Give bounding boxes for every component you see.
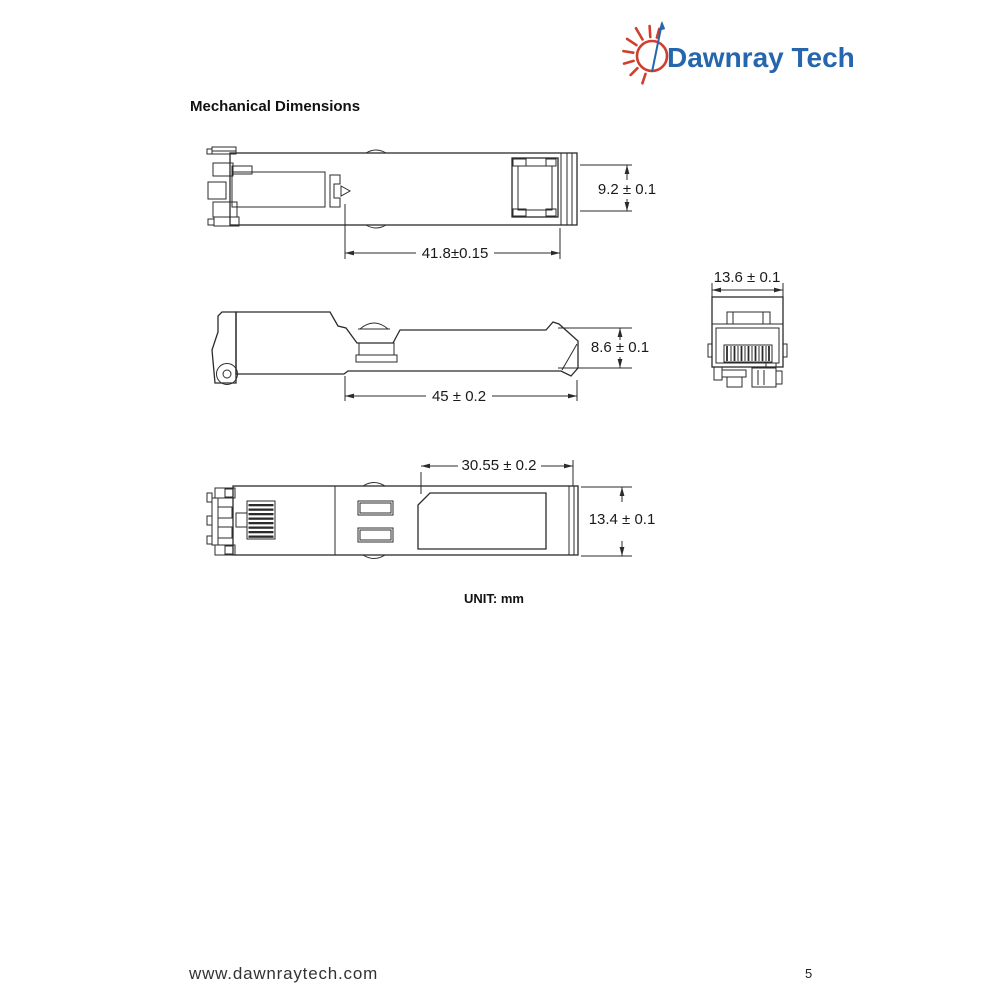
dim-top-length: 30.55 ± 0.2	[461, 457, 537, 474]
front-view-dimensions	[712, 269, 783, 298]
footer-website: www.dawnraytech.com	[189, 964, 379, 983]
dim-top-width: 13.4 ± 0.1	[588, 511, 656, 528]
dim-side-b-length: 45 ± 0.2	[431, 388, 487, 405]
dim-side-a-length: 41.8±0.15	[421, 245, 489, 262]
side-view-b-dimensions	[345, 328, 649, 405]
page-title: Mechanical Dimensions	[190, 98, 361, 115]
front-view-outline	[708, 297, 787, 387]
side-view-b-outline	[212, 312, 578, 385]
dim-side-b-height: 8.6 ± 0.1	[590, 339, 650, 356]
top-view-outline	[207, 483, 578, 559]
brand-name: Dawnray Tech	[667, 42, 855, 73]
side-view-a-outline	[207, 147, 577, 228]
pin-stripes	[249, 504, 274, 538]
top-view-dimensions	[421, 457, 655, 556]
unit-note: UNIT: mm	[464, 591, 524, 606]
footer-page-number: 5	[805, 966, 813, 981]
side-view-a-dimensions	[345, 165, 656, 262]
dim-side-a-height: 9.2 ± 0.1	[597, 181, 657, 198]
dim-front-width: 13.6 ± 0.1	[713, 269, 781, 286]
